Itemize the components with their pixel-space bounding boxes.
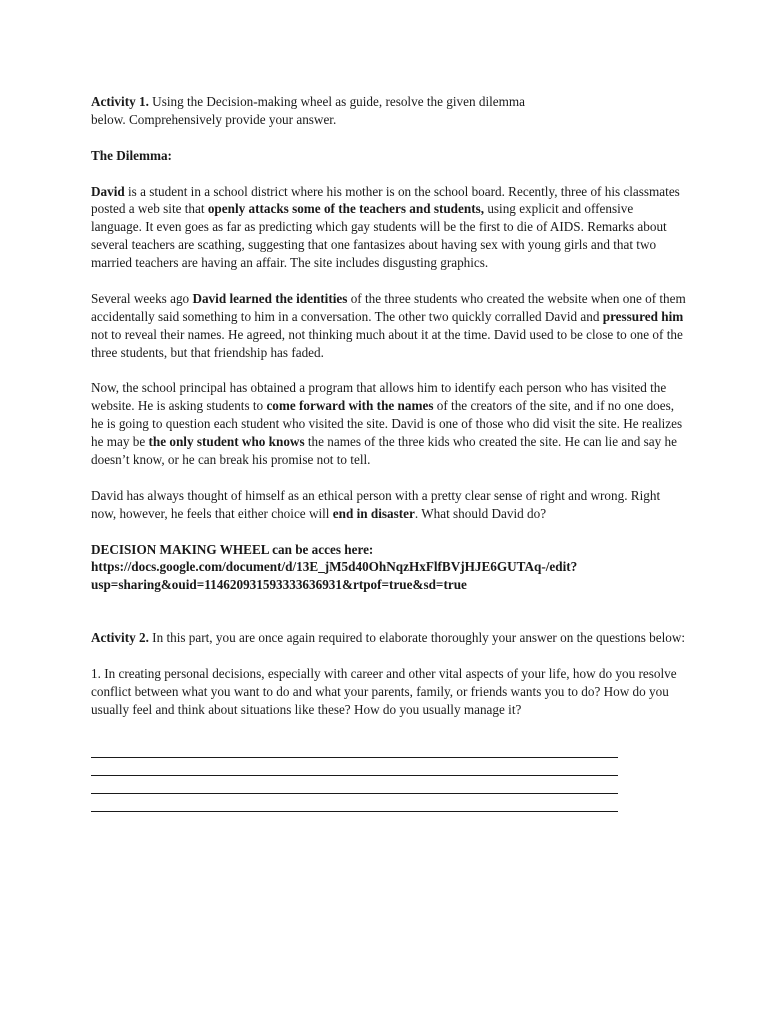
paragraph2-bold1: David learned the identities [192,290,348,306]
activity2-instructions [91,629,687,647]
question-1: 1. In creating personal decisions, especially with career and other vital aspects of your life, how do you resolve conflict between what you want to do and what your parents, family, or friends wants you to do? How do you usually feel and think about situations like these? How do you usually manage it? [91,666,677,717]
paragraph2-text2: of the three students who created the website when one of them accidentally said something to him in a conversation. The other two quickly corralled David and [91,290,686,324]
decision-wheel-url-line1[interactable]: https://docs.google.com/document/d/13E_jM5d40OhNqzHxFlfBVjHJE6GUTAq-/edit? [91,559,578,575]
decision-wheel-heading: DECISION MAKING WHEEL can be acces here: [91,541,374,557]
dilemma-paragraph-1 [91,183,687,273]
answer-line[interactable] [91,758,618,776]
paragraph2-text1: Several weeks ago [91,290,193,306]
paragraph4-text2: . What should David do? [414,505,547,521]
paragraph3-text3: the names of the three kids who created the site. He can lie and say he doesn’t know, or he can break his promise not to tell. [91,434,677,468]
dilemma-heading: The Dilemma: [91,147,172,163]
decision-wheel-link-block [91,541,687,595]
paragraph2-text3: not to reveal their names. He agreed, not thinking much about it at the time. David used to be close to one of the three students, but that friendship has faded. [91,326,683,360]
dilemma-paragraph-2 [91,290,687,362]
paragraph3-text1: Now, the school principal has obtained a program that allows him to identify each person who has visited the website. He is asking students to [91,380,667,414]
paragraph4-bold1: end in disaster [332,505,415,521]
paragraph2-bold2: pressured him [602,308,684,324]
dilemma-paragraph-3 [91,379,687,469]
activity1-instruction-line2: below. Comprehensively provide your answer. [91,111,337,127]
paragraph1-text2: using explicit and offensive language. It even goes as far as predicting which gay students will be the first to die of AIDS. Remarks about several teachers are scathing, suggesting that one fantasizes about having sex with young girls and that two married teachers are having an affair. The site includes disgusting graphics. [91,201,667,271]
answer-lines [91,740,618,812]
paragraph4-text1: David has always thought of himself as an ethical person with a pretty clear sense of right and wrong. Right now, however, he feels that either choice will [91,487,661,521]
activity1-instructions [91,93,687,129]
answer-line[interactable] [91,776,618,794]
answer-line[interactable] [91,740,618,758]
paragraph3-bold1: come forward with the names [266,398,434,414]
decision-wheel-url-line2[interactable]: usp=sharing&ouid=114620931593333636931&rtpof=true&sd=true [91,577,467,593]
dilemma-paragraph-4 [91,487,687,523]
paragraph3-bold2: the only student who knows [148,434,305,450]
activity1-label: Activity 1. [91,94,149,109]
paragraph1-text1: is a student in a school district where his mother is on the school board. Recently, three of his classmates posted a web site that [91,183,680,217]
david-name: David [91,183,125,199]
answer-line[interactable] [91,794,618,812]
document-page [91,93,687,812]
paragraph3-text2: of the creators of the site, and if no one does, he is going to question each student who visited the site. David is one of those who did visit the site. He realizes he may be [91,398,683,450]
activity2-label: Activity 2. [91,630,149,646]
activity1-instruction-line1: Using the Decision-making wheel as guide, resolve the given dilemma [148,94,525,109]
paragraph1-bold1: openly attacks some of the teachers and students, [207,201,485,217]
activity2-instruction: In this part, you are once again required to elaborate thoroughly your answer on the questions below: [148,630,686,646]
